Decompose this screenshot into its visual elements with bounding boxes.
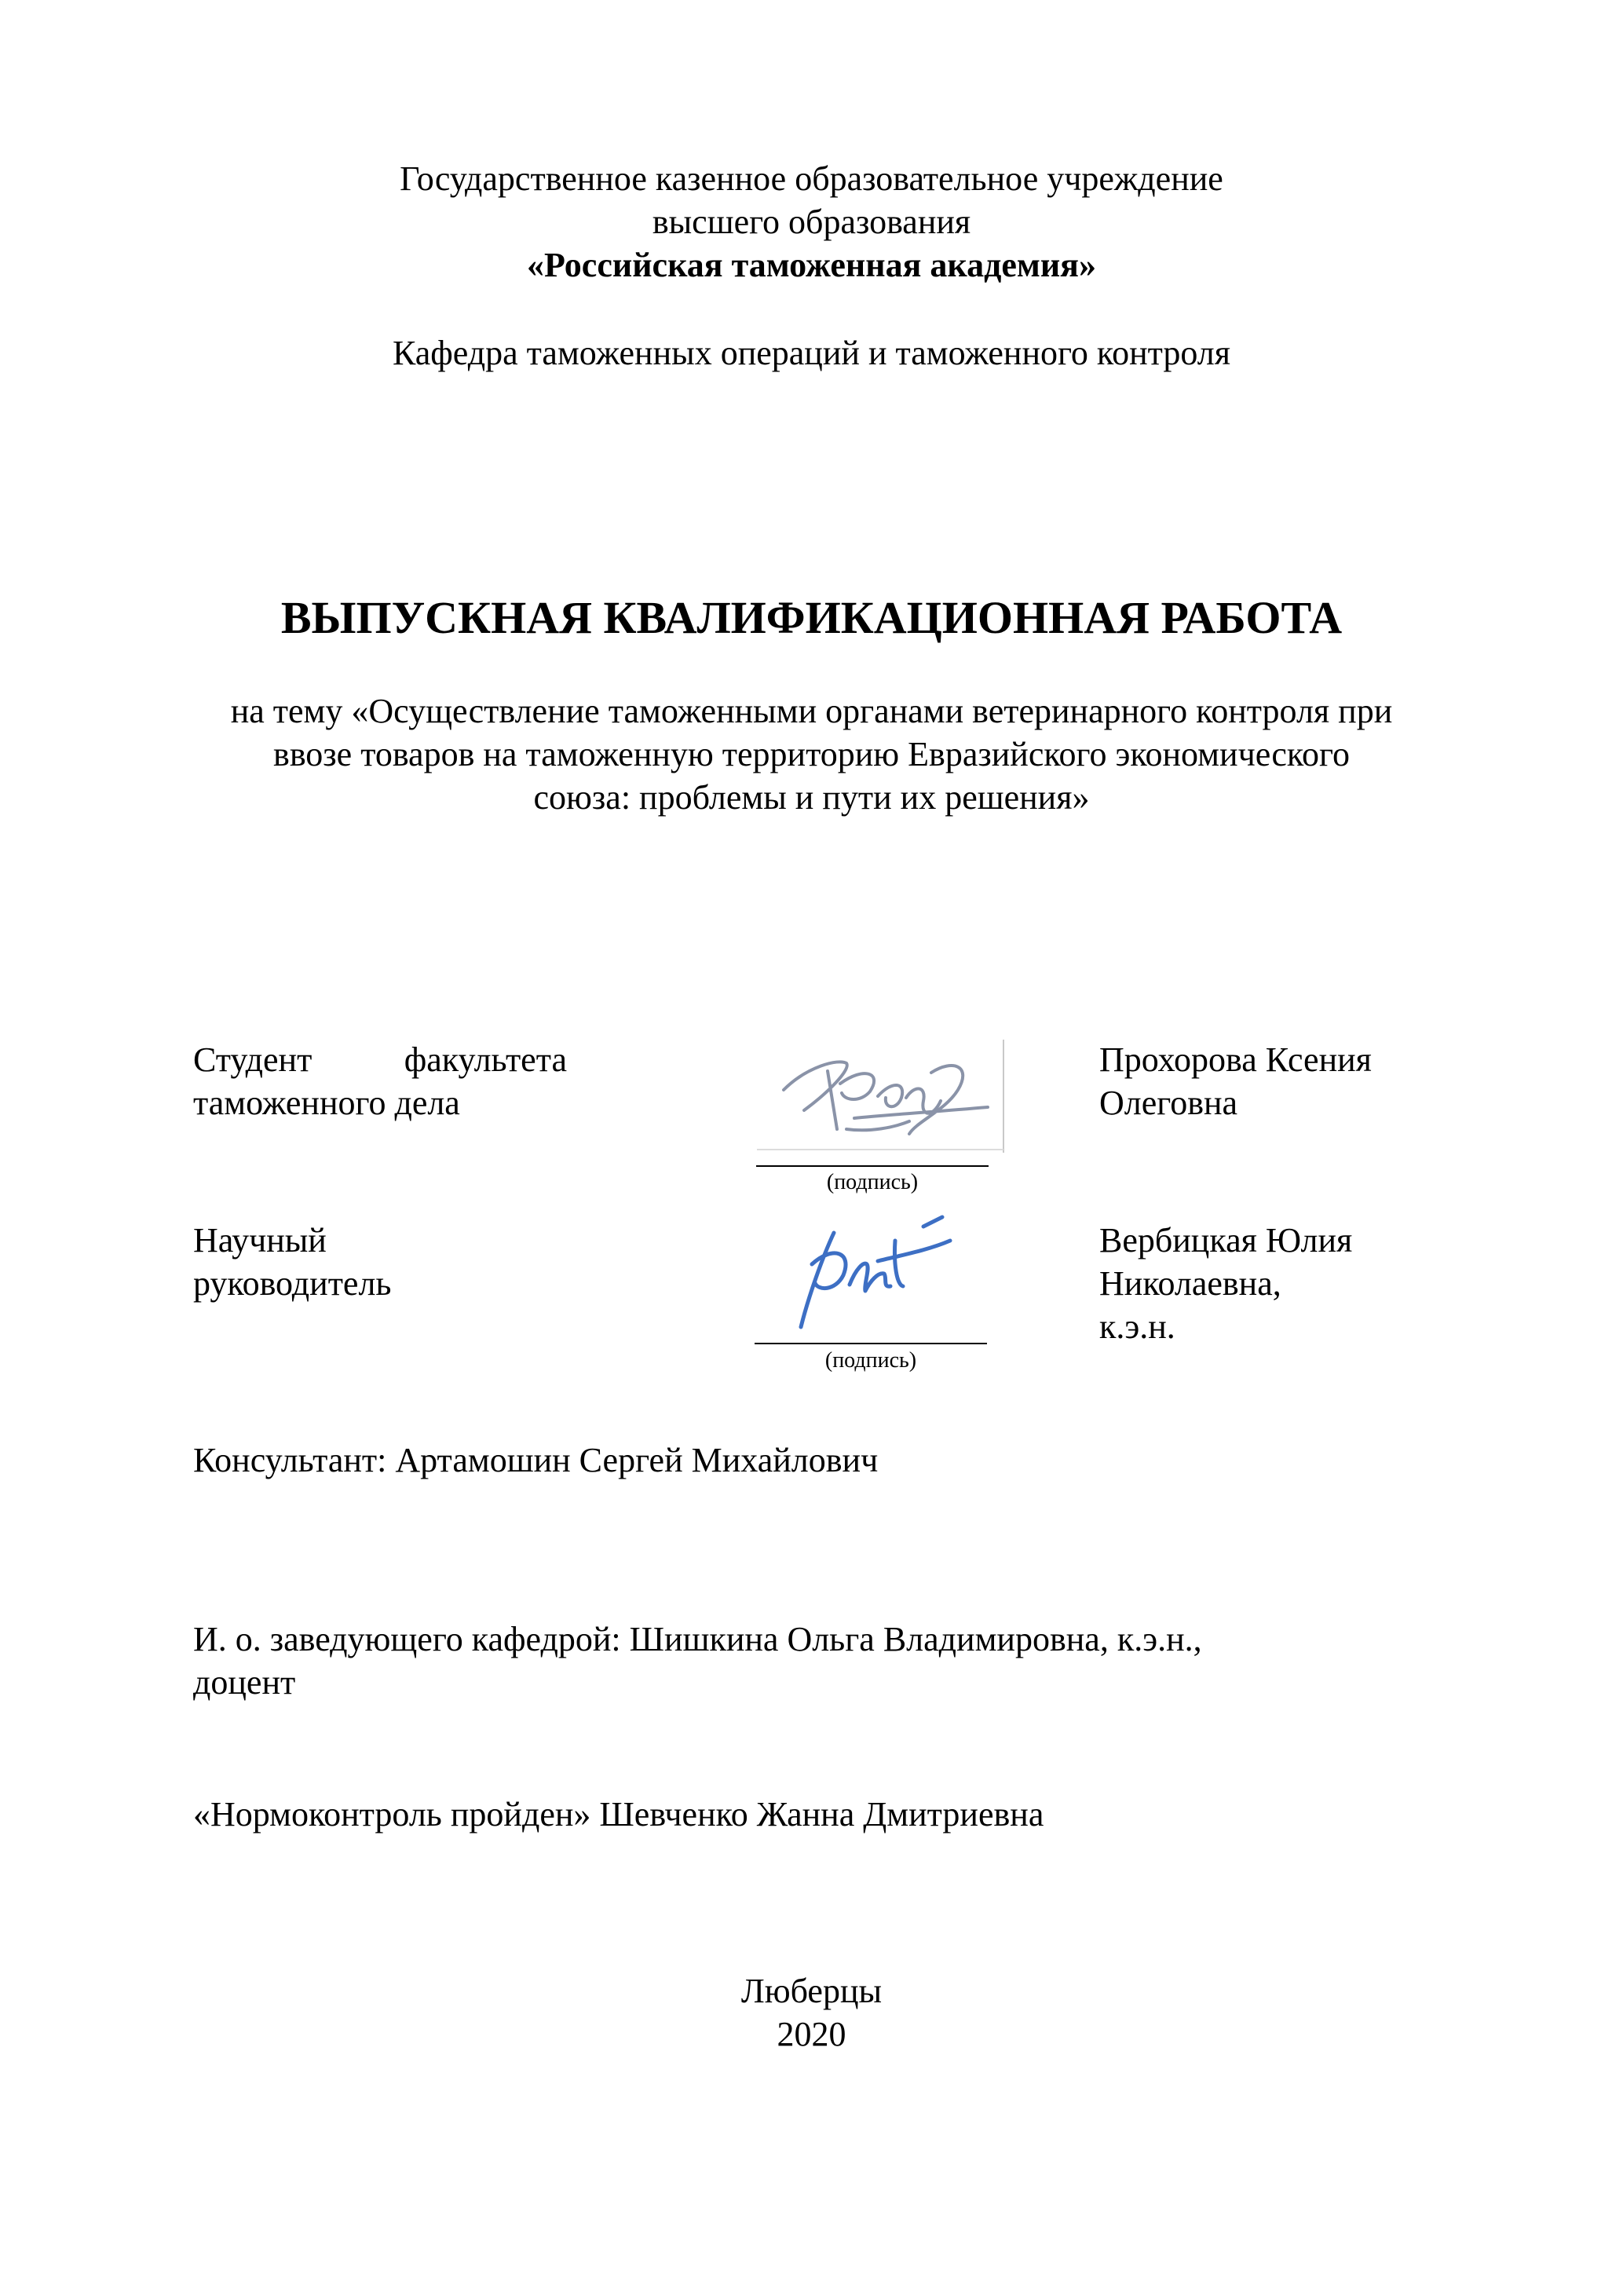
normcontrol-line: «Нормоконтроль пройден» Шевченко Жанна Дмитриевна — [193, 1795, 1044, 1834]
student-role-line-2: таможенного дела — [193, 1084, 460, 1122]
supervisor-signature-line — [755, 1343, 987, 1344]
topic-line-2: ввозе товаров на таможенную территорию Евразийского экономического — [273, 735, 1350, 773]
student-signature-line — [756, 1165, 989, 1167]
institution-name: «Российская таможенная академия» — [527, 246, 1096, 284]
student-role-word-1: Студент — [193, 1040, 313, 1079]
topic-line-1: на тему «Осуществление таможенными органами ветеринарного контроля при — [230, 692, 1393, 730]
city: Люберцы — [740, 1972, 883, 2010]
head-of-department-line-1: И. о. заведующего кафедрой: Шишкина Ольга Владимировна, к.э.н., — [193, 1620, 1202, 1658]
student-role-line-1 — [193, 1038, 567, 1081]
student-role-word-2: факультета — [404, 1040, 567, 1079]
year: 2020 — [777, 2015, 846, 2053]
supervisor-name-line-2: Николаевна, — [1099, 1264, 1281, 1303]
head-of-department-line-2: доцент — [193, 1663, 296, 1702]
supervisor-role-line-2: руководитель — [193, 1264, 392, 1303]
supervisor-signature-caption: (подпись) — [824, 1348, 917, 1373]
supervisor-degree: к.э.н. — [1099, 1307, 1175, 1346]
supervisor-role-line-1: Научный — [193, 1221, 327, 1260]
topic-line-3: союза: проблемы и пути их решения» — [533, 778, 1090, 817]
supervisor-signature — [777, 1209, 958, 1335]
department-name: Кафедра таможенных операций и таможенного контроля — [392, 334, 1231, 372]
institution-line-1: Государственное казенное образовательное учреждение — [400, 159, 1223, 198]
consultant-line: Консультант: Артамошин Сергей Михайлович — [193, 1441, 879, 1479]
student-name-line-1: Прохорова Ксения — [1099, 1040, 1372, 1079]
student-name-line-2: Олеговна — [1099, 1084, 1238, 1122]
institution-line-2: высшего образования — [652, 203, 971, 241]
supervisor-name-line-1: Вербицкая Юлия — [1099, 1221, 1353, 1260]
student-signature — [752, 1035, 1008, 1159]
document-title: ВЫПУСКНАЯ КВАЛИФИКАЦИОННАЯ РАБОТА — [280, 592, 1343, 643]
student-signature-caption: (подпись) — [826, 1170, 919, 1194]
